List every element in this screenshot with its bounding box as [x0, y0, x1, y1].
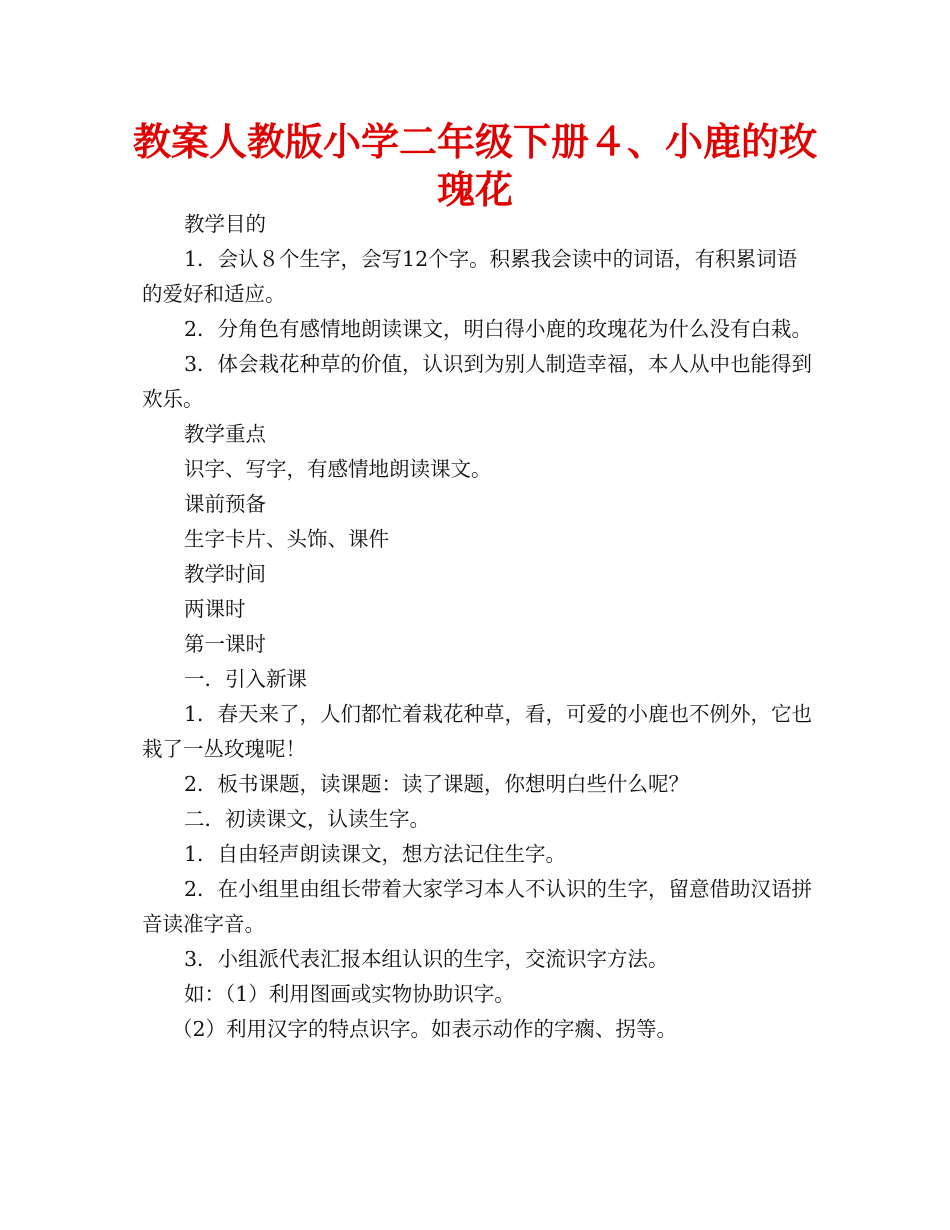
section-heading-key-points: 教学重点: [184, 422, 266, 446]
paragraph: 两课时: [184, 597, 246, 621]
paragraph: 3．体会栽花种草的价值，认识到为别人制造幸福，本人从中也能得到欢乐。: [142, 352, 813, 411]
paragraph: 如：（1）利用图画或实物协助识字。: [184, 982, 515, 1006]
paragraph: 生字卡片、头饰、课件: [184, 527, 389, 551]
document-title: 教案人教版小学二年级下册４、小鹿的玫瑰花: [132, 120, 817, 212]
paragraph: 1．会认８个生字，会写12个字。积累我会读中的词语，有积累词语的爱好和适应。: [142, 247, 798, 306]
paragraph: 2．分角色有感情地朗读课文，明白得小鹿的玫瑰花为什么没有白栽。: [184, 317, 813, 341]
paragraph: 1．自由轻声朗读课文，想方法记住生字。: [184, 842, 567, 866]
paragraph: （2）利用汉字的特点识字。如表示动作的字瘸、拐等。: [172, 1017, 678, 1041]
document-body: [142, 207, 814, 1047]
paragraph: 3．小组派代表汇报本组认识的生字，交流识字方法。: [184, 947, 669, 971]
section-heading-time: 教学时间: [184, 562, 266, 586]
paragraph: 识字、写字，有感情地朗读课文。: [184, 457, 492, 481]
section-heading-preparation: 课前预备: [184, 492, 266, 516]
section-heading-objectives: 教学目的: [184, 212, 266, 236]
paragraph: 2．板书课题，读课题：读了课题，你想明白些什么呢？: [184, 772, 690, 796]
step-heading: 一．引入新课: [184, 667, 307, 691]
step-heading: 二．初读课文，认读生字。: [184, 807, 430, 831]
paragraph: 2．在小组里由组长带着大家学习本人不认识的生字，留意借助汉语拼音读准字音。: [142, 877, 813, 936]
paragraph: 1．春天来了，人们都忙着栽花种草，看，可爱的小鹿也不例外，它也栽了一丛玫瑰呢！: [142, 702, 813, 761]
section-heading-first-lesson: 第一课时: [184, 632, 266, 656]
